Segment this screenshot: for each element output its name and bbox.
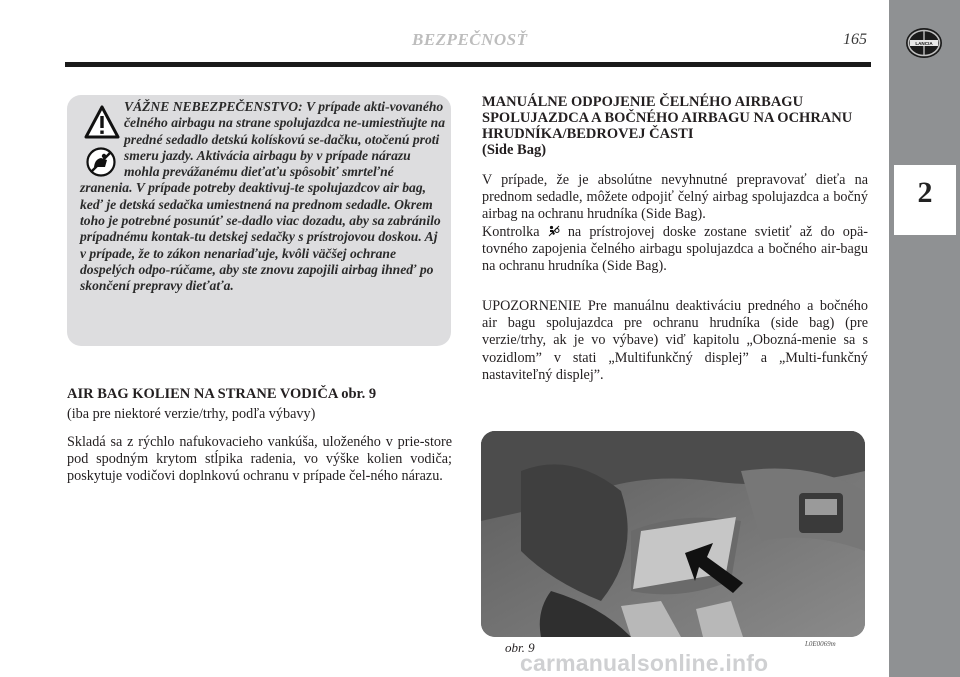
manual-deactivation-paragraph: V prípade, že je absolútne nevyhnutné prepravovať dieťa na prednom sedadle, môžete odpojiť čelný airbag spolujazdca a bočný airbag na ochranu hrudníka (Side Bag). Kontrolka na prístrojovej doske zostane svietiť až do opä-tovného zapojenia čelného airbagu spolujazdca a bočného air-bagu na ochranu hrudníka (Side Bag). (482, 172, 869, 275)
knee-airbag-figure (481, 431, 865, 637)
manual-deactivation-heading: MANUÁLNE ODPOJENIE ČELNÉHO AIRBAGU SPOLUJAZDCA A BOČNÉHO AIRBAGU NA OCHRANU HRUDNÍKA/BEDROVEJ ČASTI (Side Bag) (482, 94, 853, 158)
knee-airbag-paragraph: Skladá sa z rýchlo nafukovacieho vankúša, uloženého v prie-store pod spodným krytom stĺpika radenia, vo výške kolien vodiča; poskytuje vodičovi doplnkovú ochranu v prípade čel-ného nárazu. (67, 434, 452, 485)
chapter-side-tab (889, 0, 960, 677)
warning-text: VÁŽNE NEBEZPEČENSTVO: V prípade akti-vovaného čelného airbagu na strane spolujazdca ne-umiestňujte na predné sedadlo detskú kolískovú se-dačku, otočenú proti smeru jazdy. Aktivácia airbagu by v prípade nárazu mohla prevážanému dieťaťu spôsobiť smrteľné zranenia. V prípade potreby deaktivuj-te spolujazdcov air bag, keď je detská sedačka umiestnená na prednom sedadle. Okrem toho je potrebné posunúť se-dadlo viac dozadu, aby sa zabránilo prípadnému kontak-tu detskej sedačky s prístrojovou doskou. Aj v prípade, že to zákon nenariaďuje, kvôli väčšej ochrane dospelých odpo-rúčame, aby ste znovu zapojili airbag ihneď po skončení prepravy dieťaťa. (80, 99, 446, 294)
watermark: carmanualsonline.info (520, 650, 769, 676)
header-rule (65, 62, 871, 67)
chapter-number: 2 (917, 176, 933, 209)
airbag-off-lamp-icon (548, 225, 560, 237)
figure-caption: obr. 9 (505, 640, 535, 655)
logo-lettering: LANCIA (915, 41, 933, 46)
page-number: 165 (843, 31, 867, 48)
knee-airbag-illustration (481, 431, 865, 637)
knee-airbag-heading: AIR BAG KOLIEN NA STRANE VODIČA obr. 9 (67, 386, 377, 402)
lancia-logo-icon (905, 27, 943, 59)
knee-airbag-subheading: (iba pre niektoré verzie/trhy, podľa výbavy) (67, 406, 316, 422)
figure-code: L0E0069m (805, 640, 836, 648)
running-header-title: BEZPEČNOSŤ (412, 30, 528, 49)
warning-note-paragraph: UPOZORNENIE Pre manuálnu deaktiváciu predného a bočného air bagu spolujazdca pre ochranu hrudníka (side bag) (pre verzie/trhy, ak je vo výbave) viď kapitolu „Obozná-menie sa s vozidlom” v stati „Multifunkčný displej” a „Multi-funkčný nastaviteľný displej”. (482, 298, 868, 383)
